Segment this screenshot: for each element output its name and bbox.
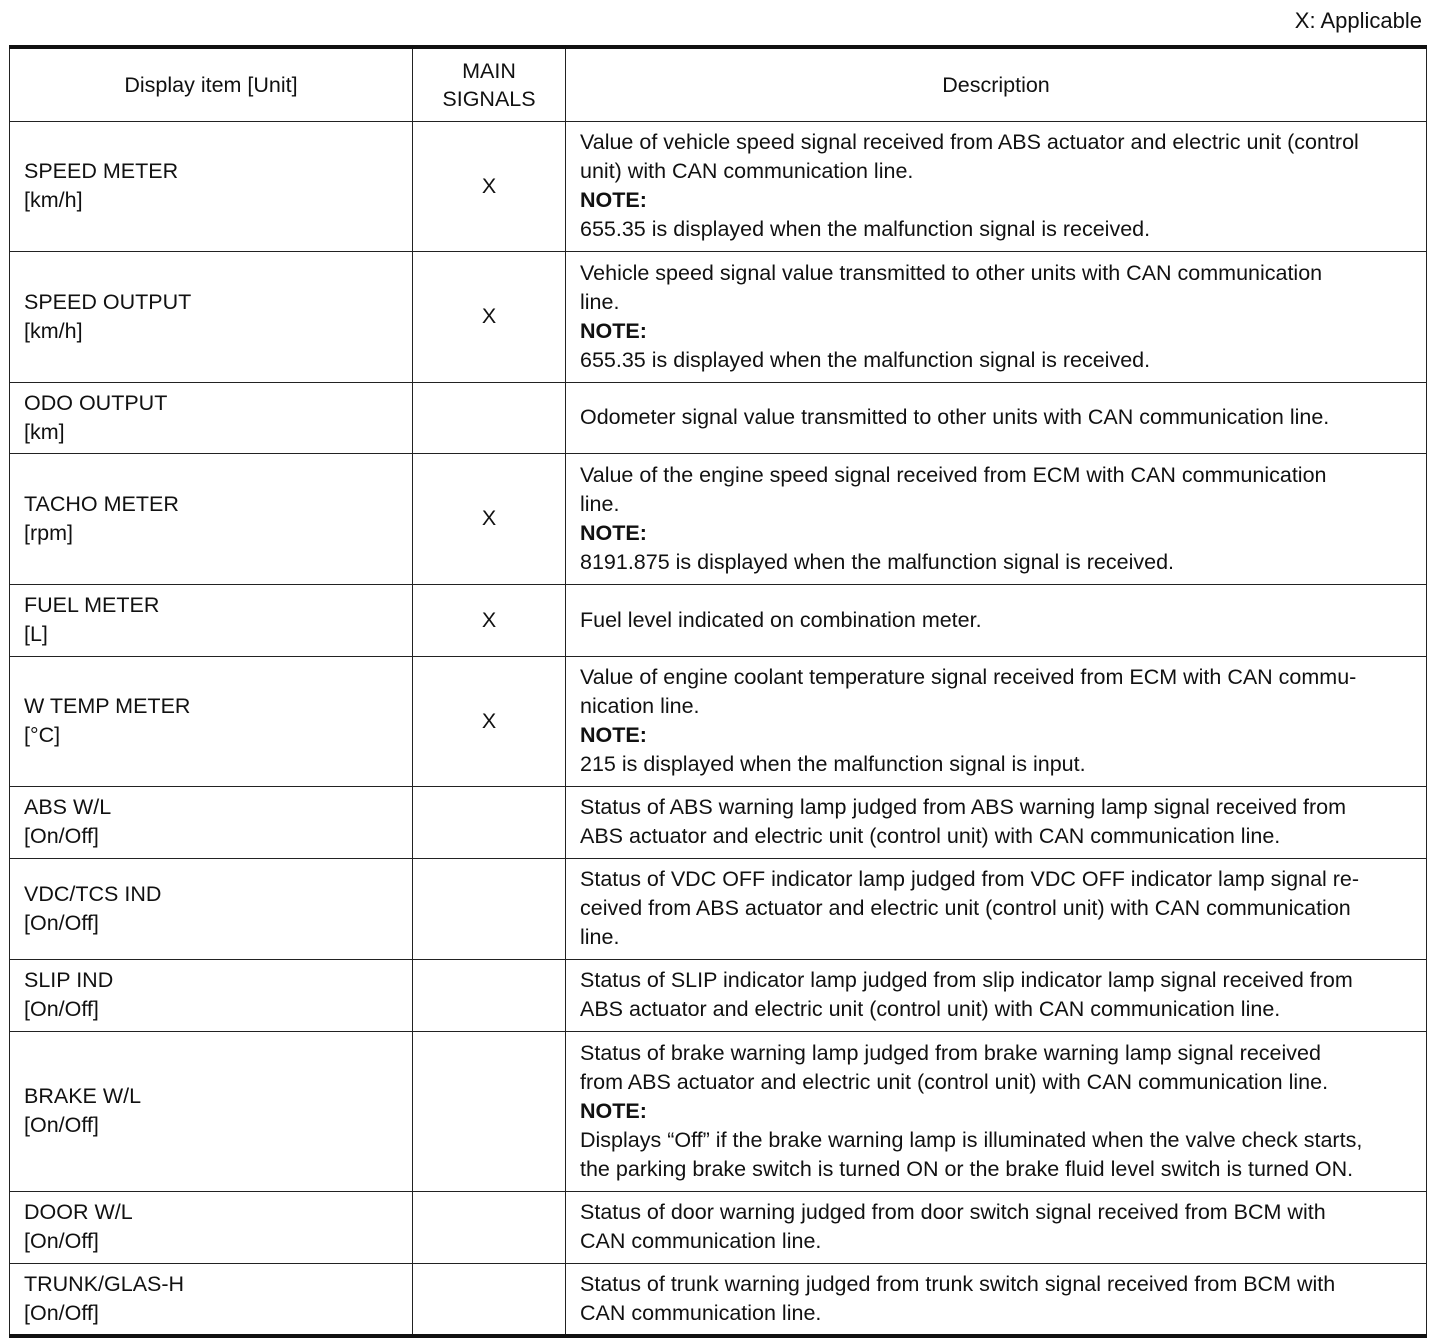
table-row	[10, 453, 1427, 584]
description-cell	[566, 959, 1427, 1031]
header-main-line: MAIN	[462, 58, 516, 83]
description-line: Value of the engine speed signal received from ECM with CAN communication	[580, 462, 1327, 487]
description-line: ABS actuator and electric unit (control unit) with CAN communication line.	[580, 824, 1281, 848]
note-label: NOTE:	[580, 1098, 647, 1123]
header-display-item: Display item [Unit]	[10, 47, 413, 121]
description-line: Status of SLIP indicator lamp judged from slip indicator lamp signal received from	[580, 968, 1353, 992]
table-row	[10, 251, 1427, 382]
description-cell	[566, 1263, 1427, 1336]
note-line: 215 is displayed when the malfunction signal is input.	[580, 752, 1086, 776]
note-label: NOTE:	[580, 188, 647, 212]
item-name: VDC/TCS IND	[24, 881, 162, 906]
item-name: BRAKE W/L	[24, 1084, 142, 1108]
description-cell	[566, 1191, 1427, 1263]
table-row	[10, 1031, 1427, 1191]
applicable-legend: X: Applicable	[1294, 8, 1422, 33]
table-row	[10, 786, 1427, 858]
table-row	[10, 1191, 1427, 1263]
description-line: nication line.	[580, 694, 700, 718]
item-name: TACHO METER	[24, 491, 179, 516]
display-item-cell	[10, 1263, 413, 1336]
display-item-cell	[10, 1191, 413, 1263]
description-line: line.	[580, 925, 620, 949]
note-line: the parking brake switch is turned ON or the brake fluid level switch is turned ON.	[580, 1156, 1354, 1181]
description-line: Status of door warning judged from door switch signal received from BCM with	[580, 1200, 1326, 1224]
description-line: from ABS actuator and electric unit (control unit) with CAN communication line.	[580, 1069, 1329, 1094]
display-item-cell	[10, 584, 413, 656]
display-item-cell	[10, 121, 413, 251]
description-cell	[566, 858, 1427, 959]
display-item-cell	[10, 251, 413, 382]
description-line: CAN communication line.	[580, 1229, 822, 1253]
note-line: 8191.875 is displayed when the malfunction signal is received.	[580, 549, 1175, 574]
main-signal-cell	[413, 1191, 566, 1263]
item-unit: [°C]	[24, 723, 61, 747]
main-signal-cell	[413, 1263, 566, 1336]
description-line: unit) with CAN communication line.	[580, 159, 914, 183]
description-line: Value of engine coolant temperature signal received from ECM with CAN commu-	[580, 665, 1357, 689]
description-cell	[566, 121, 1427, 251]
table-row	[10, 656, 1427, 786]
display-item-cell	[10, 453, 413, 584]
description-line: Status of brake warning lamp judged from brake warning lamp signal received	[580, 1040, 1321, 1065]
main-signal-cell: X	[413, 453, 566, 584]
description-line: Fuel level indicated on combination meter.	[580, 607, 982, 632]
main-signal-cell: X	[413, 121, 566, 251]
table-row	[10, 584, 1427, 656]
display-item-cell	[10, 959, 413, 1031]
main-signal-cell	[413, 382, 566, 453]
item-unit: [On/Off]	[24, 997, 99, 1021]
table-row	[10, 382, 1427, 453]
header-main-line: SIGNALS	[442, 86, 536, 111]
description-cell	[566, 786, 1427, 858]
note-line: Displays “Off” if the brake warning lamp is illuminated when the valve check starts,	[580, 1127, 1363, 1152]
note-label: NOTE:	[580, 723, 647, 747]
description-line: ceived from ABS actuator and electric unit (control unit) with CAN communication	[580, 896, 1351, 920]
item-unit: [km/h]	[24, 188, 83, 212]
description-cell	[566, 382, 1427, 453]
note-line: 655.35 is displayed when the malfunction signal is received.	[580, 347, 1151, 372]
note-label: NOTE:	[580, 318, 647, 343]
description-line: line.	[580, 491, 620, 516]
item-name: W TEMP METER	[24, 694, 191, 718]
description-line: Status of trunk warning judged from trunk switch signal received from BCM with	[580, 1271, 1336, 1296]
description-line: Vehicle speed signal value transmitted to other units with CAN communication	[580, 260, 1323, 285]
item-name: SPEED METER	[24, 159, 179, 183]
table-row	[10, 1263, 1427, 1336]
description-line: CAN communication line.	[580, 1300, 822, 1325]
main-signal-cell: X	[413, 251, 566, 382]
description-line: Odometer signal value transmitted to other units with CAN communication line.	[580, 405, 1330, 429]
table-row	[10, 121, 1427, 251]
item-unit: [On/Off]	[24, 824, 99, 848]
description-line: ABS actuator and electric unit (control unit) with CAN communication line.	[580, 997, 1281, 1021]
item-unit: [km/h]	[24, 318, 83, 343]
item-name: FUEL METER	[24, 593, 160, 617]
item-name: ABS W/L	[24, 795, 112, 819]
description-line: Status of VDC OFF indicator lamp judged from VDC OFF indicator lamp signal re-	[580, 867, 1360, 891]
main-signal-cell: X	[413, 584, 566, 656]
display-item-cell	[10, 1031, 413, 1191]
item-name: TRUNK/GLAS-H	[24, 1271, 185, 1296]
table-header-row	[10, 47, 1427, 121]
item-unit: [On/Off]	[24, 1229, 99, 1253]
description-cell	[566, 1031, 1427, 1191]
item-name: SPEED OUTPUT	[24, 289, 192, 314]
description-cell	[566, 584, 1427, 656]
display-item-cell	[10, 786, 413, 858]
header-main-signals	[413, 47, 566, 121]
description-line: Value of vehicle speed signal received from ABS actuator and electric unit (control	[580, 130, 1359, 154]
table-row	[10, 959, 1427, 1031]
item-unit: [On/Off]	[24, 910, 99, 935]
main-signal-cell: X	[413, 656, 566, 786]
display-item-cell	[10, 656, 413, 786]
note-label: NOTE:	[580, 520, 647, 545]
description-cell	[566, 656, 1427, 786]
description-line: line.	[580, 289, 620, 314]
display-item-cell	[10, 382, 413, 453]
item-unit: [L]	[24, 622, 48, 646]
item-unit: [rpm]	[24, 520, 73, 545]
display-item-cell	[10, 858, 413, 959]
item-unit: [On/Off]	[24, 1113, 99, 1137]
display-items-table	[9, 45, 1427, 1338]
main-signal-cell	[413, 959, 566, 1031]
description-line: Status of ABS warning lamp judged from ABS warning lamp signal received from	[580, 795, 1347, 819]
item-unit: [On/Off]	[24, 1300, 99, 1325]
header-description: Description	[566, 47, 1427, 121]
table-row	[10, 858, 1427, 959]
main-signal-cell	[413, 858, 566, 959]
item-name: SLIP IND	[24, 968, 114, 992]
item-name: ODO OUTPUT	[24, 390, 168, 415]
description-cell	[566, 251, 1427, 382]
note-line: 655.35 is displayed when the malfunction signal is received.	[580, 217, 1151, 241]
main-signal-cell	[413, 1031, 566, 1191]
description-cell	[566, 453, 1427, 584]
main-signal-cell	[413, 786, 566, 858]
item-unit: [km]	[24, 419, 65, 444]
item-name: DOOR W/L	[24, 1200, 133, 1224]
